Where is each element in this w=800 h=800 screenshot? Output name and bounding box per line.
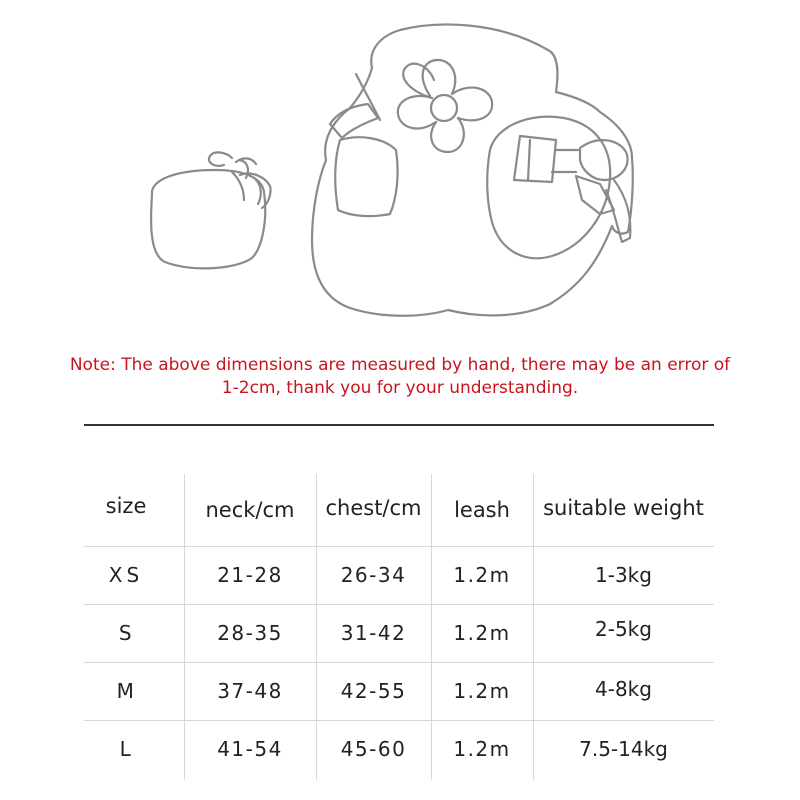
divider <box>84 424 714 426</box>
cell-size: M <box>116 679 136 703</box>
cell-neck: 41-54 <box>217 737 283 761</box>
product-illustration <box>0 0 800 340</box>
cell-weight: 7.5-14kg <box>579 737 668 761</box>
header-suitable-weight: suitable weight <box>543 496 704 520</box>
cell-neck: 37-48 <box>217 679 283 703</box>
cell-weight: 4-8kg <box>595 677 652 701</box>
cell-size: S <box>118 621 134 645</box>
header-neck: neck/cm <box>205 498 295 522</box>
cell-chest: 45-60 <box>340 737 407 761</box>
cell-neck: 21-28 <box>217 563 283 587</box>
measurement-note <box>60 354 740 400</box>
cell-chest: 42-55 <box>340 679 407 703</box>
cell-leash: 1.2m <box>453 621 511 645</box>
harness-icon <box>312 25 633 316</box>
flower-icon <box>398 60 492 152</box>
pouch-icon <box>151 152 270 268</box>
cell-chest: 26-34 <box>340 563 407 587</box>
cell-size: L <box>119 737 133 761</box>
cell-size: XS <box>108 563 144 587</box>
note-line-2: 1-2cm, thank you for your understanding. <box>221 378 579 398</box>
size-chart-table <box>84 474 714 780</box>
note-line-1: Note: The above dimensions are measured by hand, there may be an error of <box>69 355 731 375</box>
cell-leash: 1.2m <box>453 563 511 587</box>
cell-neck: 28-35 <box>217 621 283 645</box>
header-size: size <box>105 494 147 518</box>
header-leash: leash <box>454 498 510 522</box>
cell-weight: 2-5kg <box>595 617 652 641</box>
cell-chest: 31-42 <box>340 621 407 645</box>
cell-weight: 1-3kg <box>595 563 652 587</box>
cell-leash: 1.2m <box>453 737 511 761</box>
cell-leash: 1.2m <box>453 679 511 703</box>
header-chest: chest/cm <box>325 496 422 520</box>
